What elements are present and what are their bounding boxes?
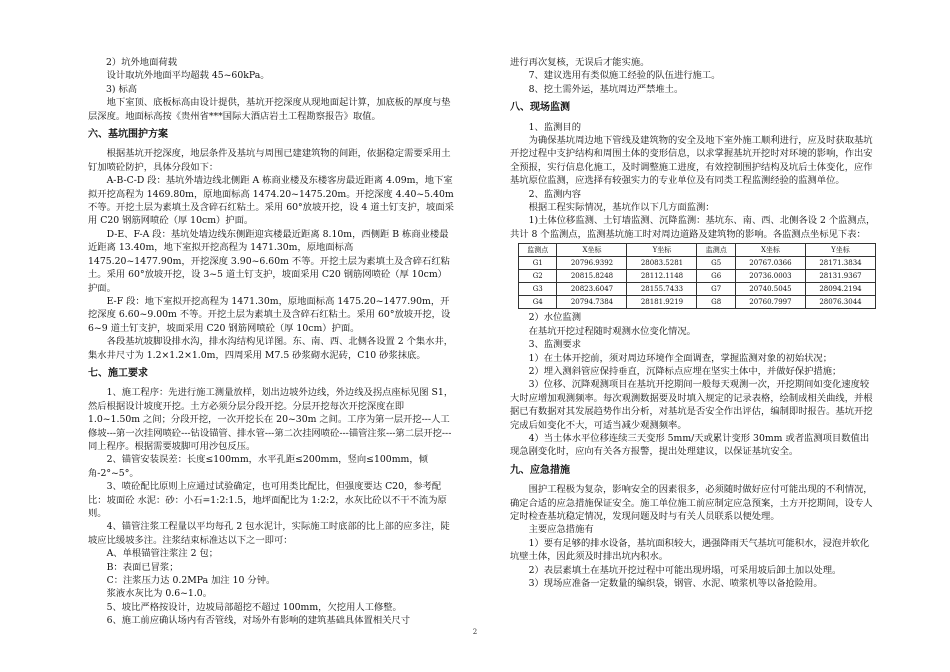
table-cell: 20736.0003 [735, 270, 805, 283]
table-header-cell: 监测点 [697, 244, 735, 257]
table-header-cell: 监测点 [519, 244, 557, 257]
table-cell: G2 [519, 270, 557, 283]
paragraph: 1)土体位移监测、土钉墙监测、沉降监测：基坑东、南、西、北侧各设 2 个监测点，共计 8 个监测点，监测基坑施工时对周边道路及建筑物的影响。各监测点坐标见下表： [510, 215, 876, 240]
table-cell: 20760.7997 [735, 296, 805, 309]
section-heading-8: 八、现场监测 [510, 102, 570, 114]
paragraph: 1）要有足够的排水设备，基坑面积较大，遇强降雨天气基坑可能积水，浸泡并软化坑壁土体，因此须及时排出坑内积水。 [510, 537, 870, 563]
table-header-row [519, 244, 876, 257]
paragraph: 3、监测要求 [528, 339, 581, 351]
monitoring-point-table [518, 243, 876, 309]
paragraph: C：注浆压力达 0.2MPa 加注 10 分钟。 [106, 575, 276, 587]
paragraph: 2、监测内容 [528, 188, 581, 200]
paragraph: 7、建议选用有类似施工经验的队伍进行施工。 [528, 70, 721, 82]
paragraph: 1）在土体开挖前，须对周边环境作全面调查，掌握监测对象的初始状况； [528, 352, 833, 364]
paragraph: 3、喷砼配比原则上应通过试验确定，也可用类比配比，但强度要达 C20，参考配比：坡面砼 水泥：砂：小石=1:2:1.5，地坪面配比为 1:2:2，水灰比砼以不干不流为原则。 [88, 481, 447, 519]
table-cell: G4 [519, 296, 557, 309]
table-cell: G3 [519, 283, 557, 296]
page-number: 2 [472, 628, 478, 636]
paragraph: 设计取坑外地面平均超载 45~60kPa。 [106, 70, 270, 82]
table-row [519, 296, 876, 309]
paragraph: 1、施工程序：先进行施工测量放样，划出边坡外边线，外边线及拐点座标见图 S1，然后根据设计坡度开挖。土方必须分层分段开挖。分层开挖每次开挖深度在即 1.0~1.50m 之间；分段开挖，一次开挖长在 20~30m 之间。工序为第一层开挖---人工修坡---第一次挂网喷砼---钻设锚管、排水管---第二次挂网喷砼---锚管注浆---第二层开挖---同上程序。根据需要坡脚可用沙包反压。 [88, 387, 454, 452]
paragraph: E-F 段：地下室拟开挖高程为 1471.30m，原地面标高 1475.20~1477.90m，开挖深度 6.60~9.00m 不等。开挖土层为素填土及含碎石红粘土。采用 60°放坡开挖，设 6~9 道土钉支护，坡面采用 C20 钢筋网喷砼（厚 10cm）护面。 [88, 295, 451, 334]
paragraph: A、单根锚管注浆注 2 包； [106, 548, 219, 560]
paragraph: 5、坡比严格按设计，边坡局部超挖不超过 100mm，欠挖用人工修整。 [106, 601, 402, 613]
paragraph: 浆液水灰比为 0.6~1.0。 [106, 588, 212, 600]
paragraph: B：表面已冒浆； [106, 561, 179, 573]
table-row [519, 270, 876, 283]
table-cell: 28094.2194 [805, 283, 875, 296]
table-row [519, 257, 876, 270]
table-cell: 20767.0366 [735, 257, 805, 270]
table-cell: G8 [697, 296, 735, 309]
table-cell: 28171.3834 [805, 257, 875, 270]
table-cell: 20815.8248 [557, 270, 627, 283]
paragraph: 1、监测目的 [528, 121, 581, 133]
paragraph: 3）位移、沉降观测项目在基坑开挖期间一般每天观测一次，开挖期间如变化速度较大时应增加观测频率。每次观测数据要及时填入规定的记录表格，绘制成相关曲线，并根据已有数据对其发展趋势作出分析，对基坑是否安全作出评估，编制即时报告。基坑开挖完成后如变化不大，可适当减少观测频率。 [510, 379, 873, 431]
paragraph: 进行再次复核，无误后才能实施。 [510, 57, 650, 68]
table-header-cell: X坐标 [557, 244, 627, 257]
table-cell: 28083.5281 [627, 257, 697, 270]
table-header-cell: Y坐标 [627, 244, 697, 257]
table-cell: 20740.5045 [735, 283, 805, 296]
table-cell: 20794.7384 [557, 296, 627, 309]
left-column [88, 56, 456, 628]
table-cell: G5 [697, 257, 735, 270]
paragraph: 6、施工前应确认场内有否管线，对场外有影响的建筑基础具体置相关尺寸 [106, 615, 411, 627]
paragraph: 地下室顶、底板标高由设计提供，基坑开挖深度从现地面起计算，加底板的厚度与垫层深度。地面标高按《贵州省***国际大酒店岩土工程勘察报告》取值。 [88, 97, 451, 122]
paragraph: D-E、F-A 段：基坑处墙边线东侧距迎宾楼最近距离 8.10m，西侧距 B 栋商业楼最近距离 13.40m，地下室拟开挖高程为 1471.30m，原地面标高 1475.20~1477.90m，开挖深度 3.90~6.60m 不等。开挖土层为素填土及含碎石红粘土。采用 60°放坡开挖，设 3~5 道土钉支护，坡面采用 C20 钢筋网喷砼（厚 10cm）护面。 [88, 228, 450, 294]
paragraph: 围护工程极为复杂，影响安全的因素很多，必须随时做好应付可能出现的不利情况，确定合适的应急措施保证安全。施工单位施工前应制定应急预案，土方开挖期间，设专人定时检查基坑稳定情况，发现问题及时与有关人员联系以便处理。 [510, 484, 873, 522]
paragraph: 在基坑开挖过程随时观测水位变化情况。 [528, 325, 696, 337]
paragraph: 4）当土体水平位移连续三天变形 5mm/天或累计变形 30mm 或者监测项目数值出现急剧变化时，应向有关各方报警，提出处理建议，以保证基坑安全。 [510, 432, 870, 458]
table-cell: G7 [697, 283, 735, 296]
table-cell: 20796.9392 [557, 257, 627, 270]
paragraph: 各段基坑坡脚设排水沟，排水沟结构见详图。东、南、西、北侧各设置 2 个集水井，集水井尺寸为 1.2×1.2×1.0m，四周采用 M7.5 砂浆砌水泥砖，C10 砂浆抹底。 [88, 336, 454, 361]
table-cell: G1 [519, 257, 557, 270]
paragraph: 根据基坑开挖深度，地层条件及基坑与周围已建建筑物的间距，依据稳定需要采用土钉加喷砼防护，具体分段如下： [88, 148, 451, 173]
table-row [519, 283, 876, 296]
paragraph: 2）坑外地面荷载 [106, 57, 177, 68]
table-cell: 28112.1148 [627, 270, 697, 283]
paragraph: 4、锚管注浆工程量以平均每孔 2 包水泥计，实际施工时底部的比上部的应多注，陡坡应比缓坡多注。注浆结束标准达以下之一即可： [88, 521, 450, 546]
section-heading-9: 九、应急措施 [510, 464, 570, 476]
table-cell: 20823.6047 [557, 283, 627, 296]
section-heading-7: 七、施工要求 [88, 367, 148, 379]
table-cell: 28155.7433 [627, 283, 697, 296]
table-cell: G6 [697, 270, 735, 283]
paragraph: 2）表层素填土在基坑开挖过程中可能出现坍塌，可采用坡后卸土加以处理。 [528, 564, 842, 576]
paragraph: 主要应急措施有 [528, 524, 594, 536]
paragraph: A-B-C-D 段：基坑外墙边线北侧距 A 栋商业楼及东楼客房最近距离 4.09m，地下室拟开挖高程为 1469.80m，原地面标高 1474.20~1475.20m。开挖深度 4.40~5.40m 不等。开挖土层为素填土及含碎石红粘土。采用 60°放坡开挖，设 4 道土钉支护，坡面采用 C20 钢筋网喷砼（厚 10cm）护面。 [88, 175, 454, 227]
table-header-cell: X坐标 [735, 244, 805, 257]
table-header-cell: Y坐标 [805, 244, 875, 257]
section-heading-6: 六、基坑围护方案 [88, 129, 168, 141]
paragraph: 3) 标高 [106, 83, 138, 95]
paragraph: 2）水位监测 [528, 312, 581, 324]
paragraph: 2、锚管安装误差：长度≤100mm，水平孔距≤200mm，竖向≤100mm，倾角-2°~5°。 [88, 454, 428, 479]
table-cell: 28076.3044 [805, 296, 875, 309]
table-cell: 28181.9219 [627, 296, 697, 309]
table-cell: 28131.9367 [805, 270, 875, 283]
paragraph: 2）埋入测斜管应保持垂直，沉降标点应埋在坚实土体中，并做好保护措施； [528, 365, 842, 377]
paragraph: 8、挖土需外运，基坑周边严禁堆土。 [528, 83, 684, 95]
paragraph: 3）现场应准备一定数量的编织袋，钢管、水泥、喷浆机等以备抢险用。 [528, 578, 823, 589]
right-column [510, 56, 878, 590]
paragraph: 根据工程实际情况，基坑作以下几方面监测： [528, 202, 715, 214]
paragraph: 为确保基坑周边地下管线及建筑物的安全及地下室外施工顺利进行，应及时获取基坑开挖过程中支护结构和周围土体的变形信息，以求掌握基坑开挖时对环境的影响，作出安全预报，实行信息化施工，及时调整施工进度，有效控制围护结构及坑后土体变化，应作基坑原位监测，应选择有较强实力的专业单位及有同类工程监测经验的监测单位。 [510, 135, 873, 187]
